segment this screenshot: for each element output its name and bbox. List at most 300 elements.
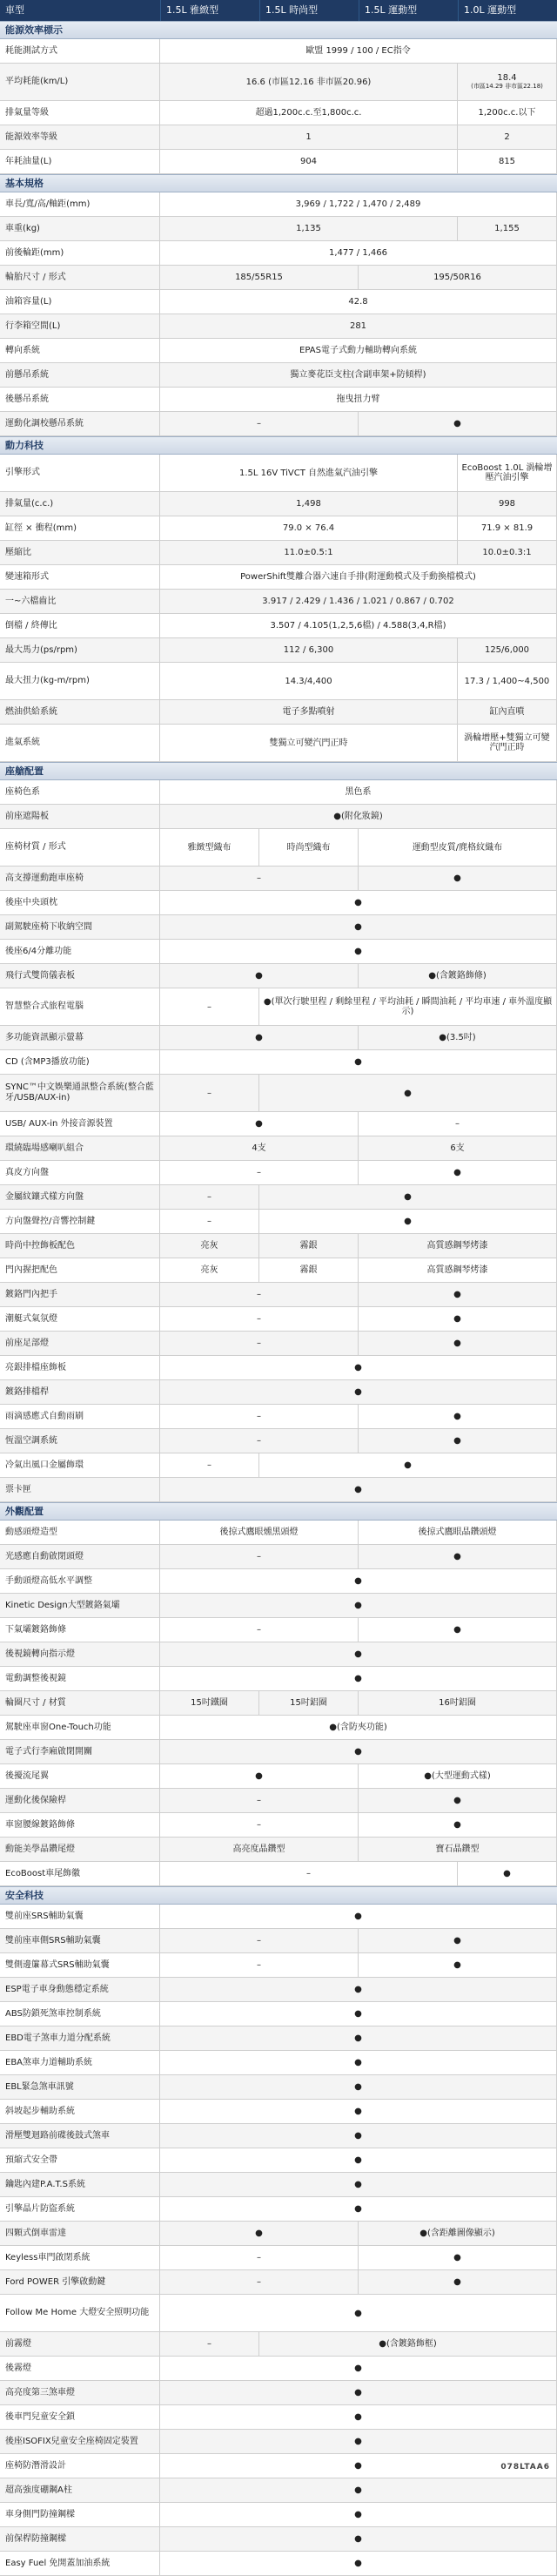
row-label: 後懸吊系統	[0, 388, 160, 411]
row-label: 動能美學晶鑽尾燈	[0, 1838, 160, 1861]
spec-cell: ●	[160, 1569, 557, 1593]
row-label: 平均耗能(km/L)	[0, 64, 160, 100]
table-row	[0, 1332, 557, 1356]
section-header: 動力科技	[0, 436, 557, 455]
spec-cell: ●	[160, 2075, 557, 2099]
spec-cell: 79.0 × 76.4	[160, 516, 458, 540]
spec-cell: ●(大型運動式樣)	[359, 1764, 557, 1788]
table-row	[0, 1929, 557, 1953]
row-label: 雙前座車側SRS輔助氣囊	[0, 1929, 160, 1952]
table-row	[0, 2148, 557, 2173]
table-row	[0, 1283, 557, 1307]
spec-cell: –	[160, 1161, 359, 1184]
spec-cell: –	[160, 1618, 359, 1642]
spec-cell: 超過1,200c.c.至1,800c.c.	[160, 101, 458, 125]
table-row	[0, 1234, 557, 1258]
section-header: 基本規格	[0, 174, 557, 192]
spec-cell: ●	[359, 1929, 557, 1952]
spec-cell: ●	[160, 1764, 359, 1788]
row-label: 燃油供給系統	[0, 700, 160, 724]
table-row	[0, 2381, 557, 2405]
row-label: 耗能測試方式	[0, 39, 160, 63]
section-rows	[0, 39, 557, 174]
row-label: 排氣量(c.c.)	[0, 492, 160, 516]
row-label: 能源效率等級	[0, 125, 160, 149]
table-row	[0, 2100, 557, 2124]
row-label: 車窗腰線鍍鉻飾條	[0, 1813, 160, 1837]
table-row	[0, 1075, 557, 1112]
row-label: 門內握把配色	[0, 1258, 160, 1282]
section-header: 外觀配置	[0, 1502, 557, 1521]
spec-cell: –	[160, 1953, 359, 1977]
table-row	[0, 1618, 557, 1642]
table-row	[0, 314, 557, 339]
section-header: 座艙配置	[0, 762, 557, 780]
table-row	[0, 1210, 557, 1234]
spec-cell: 霧銀	[259, 1258, 359, 1282]
spec-cell: 3,969 / 1,722 / 1,470 / 2,489	[160, 192, 557, 216]
row-label: 年耗油量(L)	[0, 150, 160, 173]
row-label: 方向盤聲控/音響控制鍵	[0, 1210, 160, 1233]
table-row	[0, 964, 557, 988]
row-label: 前懸吊系統	[0, 363, 160, 387]
row-label: 金屬紋鑲式樣方向盤	[0, 1185, 160, 1209]
spec-cell: 缸內直噴	[458, 700, 557, 724]
row-label: Easy Fuel 免開蓋加油系統	[0, 2552, 160, 2575]
table-row	[0, 241, 557, 266]
spec-cell: 10.0±0.3:1	[458, 541, 557, 564]
spec-cell: –	[160, 1453, 259, 1477]
spec-cell	[458, 64, 557, 100]
row-label: 多功能資訊顯示螢幕	[0, 1026, 160, 1049]
table-row	[0, 2405, 557, 2430]
row-label: EcoBoost車尾飾徽	[0, 1862, 160, 1885]
spec-cell: ●(含鍍鉻飾條)	[359, 964, 557, 988]
table-row	[0, 565, 557, 590]
spec-cell: ●	[160, 2430, 557, 2453]
spec-cell: ●	[160, 2381, 557, 2404]
row-label: 座椅色系	[0, 780, 160, 804]
spec-cell: ●	[160, 2173, 557, 2196]
spec-cell: ●	[259, 1075, 557, 1111]
spec-cell: ●	[160, 2527, 557, 2551]
spec-cell: ●	[160, 1642, 557, 1666]
spec-cell: ●	[160, 2295, 557, 2331]
row-label: 前座遮陽板	[0, 805, 160, 828]
spec-cell: –	[160, 1210, 259, 1233]
header-cell-model: 車型	[0, 0, 160, 21]
table-row	[0, 1740, 557, 1764]
spec-cell: 2	[458, 125, 557, 149]
spec-cell: ●	[160, 2503, 557, 2526]
spec-cell: ●	[160, 2222, 359, 2245]
table-row	[0, 1716, 557, 1740]
table-row	[0, 1667, 557, 1691]
row-label: 副駕駛座椅下收納空間	[0, 915, 160, 939]
spec-cell: 亮灰	[160, 1234, 259, 1258]
row-label: Kinetic Design大型鍍鉻氣壩	[0, 1594, 160, 1617]
table-row	[0, 2173, 557, 2197]
spec-cell: –	[359, 1112, 557, 1136]
row-label: 電子式行李廂啟閉開關	[0, 1740, 160, 1763]
table-row	[0, 101, 557, 125]
table-row	[0, 780, 557, 805]
spec-cell: 281	[160, 314, 557, 338]
table-row	[0, 2002, 557, 2026]
spec-cell: 15吋鋁圈	[259, 1691, 359, 1715]
spec-cell: –	[160, 412, 359, 435]
table-row	[0, 1978, 557, 2002]
spec-cell: 112 / 6,300	[160, 638, 458, 662]
row-label: 一~六檔齒比	[0, 590, 160, 613]
spec-cell: 1,477 / 1,466	[160, 241, 557, 265]
table-row	[0, 2051, 557, 2075]
row-label: 動感頭燈造型	[0, 1521, 160, 1544]
spec-cell: ●	[359, 1813, 557, 1837]
table-row	[0, 1380, 557, 1405]
row-label: 環繞臨場感喇叭組合	[0, 1136, 160, 1160]
spec-cell: ●	[160, 940, 557, 963]
row-label: 進氣系統	[0, 725, 160, 761]
row-label: 電動調整後視鏡	[0, 1667, 160, 1690]
row-label: 真皮方向盤	[0, 1161, 160, 1184]
spec-cell: 雙獨立可變汽門正時	[160, 725, 458, 761]
table-row	[0, 1569, 557, 1594]
spec-cell: 1,135	[160, 217, 458, 240]
spec-cell: ●	[160, 1380, 557, 1404]
spec-cell: ●	[160, 891, 557, 914]
spec-cell: 185/55R15	[160, 266, 359, 289]
row-label: EBA煞車力道輔助系統	[0, 2051, 160, 2074]
header-cell-1-5l-fashion: 1.5L 時尚型	[259, 0, 359, 21]
row-label: 下氣壩鍍鉻飾條	[0, 1618, 160, 1642]
spec-cell: –	[160, 1283, 359, 1306]
table-row	[0, 1112, 557, 1136]
table-row	[0, 2124, 557, 2148]
table-row	[0, 1185, 557, 1210]
row-label: 行李箱空間(L)	[0, 314, 160, 338]
spec-cell: ●	[160, 1905, 557, 1928]
table-body	[0, 21, 557, 2576]
row-label: 超高強度硼鋼A柱	[0, 2478, 160, 2502]
spec-cell: ●	[160, 2051, 557, 2074]
table-row	[0, 412, 557, 436]
spec-cell: –	[160, 1185, 259, 1209]
row-label: 鍍鉻門內把手	[0, 1283, 160, 1306]
spec-cell: ●	[359, 2270, 557, 2294]
section-header: 安全科技	[0, 1886, 557, 1905]
spec-cell: 6支	[359, 1136, 557, 1160]
row-label: 前霧燈	[0, 2332, 160, 2356]
spec-cell: 後掠式鷹眼晶鑽頭燈	[359, 1521, 557, 1544]
spec-cell: ●(含防夾功能)	[160, 1716, 557, 1739]
row-label: 轉向系統	[0, 339, 160, 362]
row-label: ABS防鎖死煞車控制系統	[0, 2002, 160, 2026]
spec-cell: ●	[160, 2197, 557, 2221]
spec-cell: ●(單次行駛里程 / 剩餘里程 / 平均油耗 / 瞬間油耗 / 平均車速 / 車外溫度顯示)	[259, 988, 557, 1025]
table-row	[0, 891, 557, 915]
spec-cell: 高質感鋼琴烤漆	[359, 1234, 557, 1258]
row-label: Ford POWER 引擎啟動鍵	[0, 2270, 160, 2294]
spec-cell: ●	[359, 412, 557, 435]
table-row	[0, 2246, 557, 2270]
spec-cell: 高亮度晶鑽型	[160, 1838, 359, 1861]
table-row	[0, 1642, 557, 1667]
table-row	[0, 1161, 557, 1185]
row-label: 前保桿防撞鋼樑	[0, 2527, 160, 2551]
spec-cell: ●	[359, 1545, 557, 1568]
table-row	[0, 2332, 557, 2357]
spec-cell: ●	[160, 1667, 557, 1690]
spec-cell: 125/6,000	[458, 638, 557, 662]
row-label: 後霧燈	[0, 2357, 160, 2380]
table-row	[0, 1838, 557, 1862]
table-row	[0, 541, 557, 565]
table-row	[0, 1429, 557, 1453]
table-row	[0, 1258, 557, 1283]
spec-cell: ●	[259, 1210, 557, 1233]
spec-cell: ●(3.5吋)	[359, 1026, 557, 1049]
spec-cell: ●	[359, 1405, 557, 1428]
row-label: 滑壓雙迴路前碟後鼓式煞車	[0, 2124, 160, 2148]
table-row	[0, 388, 557, 412]
table-row	[0, 1905, 557, 1929]
spec-cell: ●	[160, 1978, 557, 2001]
table-row	[0, 516, 557, 541]
spec-cell: –	[160, 1545, 359, 1568]
row-label: 預縮式安全帶	[0, 2148, 160, 2172]
spec-cell: 16吋鋁圈	[359, 1691, 557, 1715]
row-label: 座椅防潛滑設計	[0, 2454, 160, 2478]
spec-cell: 16.6 (市區12.16 非市區20.96)	[160, 64, 458, 100]
row-label: 座椅材質 / 形式	[0, 829, 160, 866]
spec-cell: ●	[160, 2478, 557, 2502]
row-label: 四顆式倒車雷達	[0, 2222, 160, 2245]
spec-cell: 71.9 × 81.9	[458, 516, 557, 540]
row-label: 後車門兒童安全鎖	[0, 2405, 160, 2429]
spec-cell: ●	[359, 1618, 557, 1642]
row-label: 鑰匙內建P.A.T.S系統	[0, 2173, 160, 2196]
row-label: 手動頭燈高低水平調整	[0, 1569, 160, 1593]
spec-cell: ●	[160, 1026, 359, 1049]
row-label: 後視鏡轉向指示燈	[0, 1642, 160, 1666]
spec-cell: 獨立麥花臣支柱(含副車架+防傾桿)	[160, 363, 557, 387]
table-row	[0, 2430, 557, 2454]
spec-cell: 1,200c.c.以下	[458, 101, 557, 125]
spec-cell: 904	[160, 150, 458, 173]
table-row	[0, 125, 557, 150]
spec-cell: 寶石晶鑽型	[359, 1838, 557, 1861]
table-row	[0, 492, 557, 516]
table-row	[0, 614, 557, 638]
row-label: 車身側門防撞鋼樑	[0, 2503, 160, 2526]
spec-cell: 815	[458, 150, 557, 173]
spec-cell: –	[160, 1429, 359, 1453]
row-label: 變速箱形式	[0, 565, 160, 589]
section-header: 能源效率標示	[0, 21, 557, 39]
table-row	[0, 2527, 557, 2552]
spec-cell: EcoBoost 1.0L 渦輪增壓汽油引擎	[458, 455, 557, 491]
spec-cell: ●	[160, 915, 557, 939]
row-label: 倒檔 / 終傳比	[0, 614, 160, 637]
table-row	[0, 1813, 557, 1838]
spec-cell: –	[160, 1862, 458, 1885]
spec-cell: ●	[359, 867, 557, 890]
spec-cell: ●	[160, 2454, 557, 2478]
spec-cell: 歐盟 1999 / 100 / EC指令	[160, 39, 557, 63]
spec-cell: –	[160, 1405, 359, 1428]
spec-cell: 1,155	[458, 217, 557, 240]
spec-cell: 998	[458, 492, 557, 516]
spec-cell: 11.0±0.5:1	[160, 541, 458, 564]
row-label: 輪圈尺寸 / 材質	[0, 1691, 160, 1715]
row-label: CD (含MP3播放功能)	[0, 1050, 160, 1074]
row-label: 亮銀排檔座飾板	[0, 1356, 160, 1379]
row-label: 前後輪距(mm)	[0, 241, 160, 265]
header-cell-1-0l-sport: 1.0L 運動型	[458, 0, 557, 21]
spec-cell: 15吋鐵圈	[160, 1691, 259, 1715]
spec-cell: 1.5L 16V TiVCT 自然進氣汽油引擎	[160, 455, 458, 491]
row-label: 壓縮比	[0, 541, 160, 564]
spec-cell: ●	[160, 2552, 557, 2575]
table-row	[0, 867, 557, 891]
spec-cell: ●	[160, 1112, 359, 1136]
row-label: 光感應自動啟閉頭燈	[0, 1545, 160, 1568]
table-row	[0, 39, 557, 64]
spec-cell: ●	[359, 1429, 557, 1453]
spec-cell: –	[160, 2270, 359, 2294]
spec-cell: 4支	[160, 1136, 359, 1160]
spec-cell: 14.3/4,400	[160, 663, 458, 699]
spec-cell: 3.507 / 4.105(1,2,5,6檔) / 4.588(3,4,R檔)	[160, 614, 557, 637]
spec-cell: 霧銀	[259, 1234, 359, 1258]
table-row	[0, 663, 557, 700]
table-row	[0, 1953, 557, 1978]
row-label: 冷氣出風口金屬飾環	[0, 1453, 160, 1477]
section-rows	[0, 1905, 557, 2576]
row-label: 油箱容量(L)	[0, 290, 160, 314]
spec-cell: 黑色系	[160, 780, 557, 804]
table-row	[0, 1521, 557, 1545]
spec-cell: 雅緻型織布	[160, 829, 259, 866]
spec-cell: ●(含距離圖像顯示)	[359, 2222, 557, 2245]
table-row	[0, 2478, 557, 2503]
spec-cell: ●	[259, 1185, 557, 1209]
row-label: 高支撐運動跑車座椅	[0, 867, 160, 890]
spec-cell: 42.8	[160, 290, 557, 314]
row-label: ESP電子車身動態穩定系統	[0, 1978, 160, 2001]
row-label: 後座6/4分離功能	[0, 940, 160, 963]
spec-cell: ●	[160, 2100, 557, 2123]
spec-cell: ●	[160, 1740, 557, 1763]
row-label: 運動化調校懸吊系統	[0, 412, 160, 435]
table-row	[0, 1789, 557, 1813]
row-label: 缸徑 × 衝程(mm)	[0, 516, 160, 540]
table-row	[0, 1691, 557, 1716]
spec-cell: ●	[458, 1862, 557, 1885]
row-label: 鍍鉻排檔桿	[0, 1380, 160, 1404]
table-row	[0, 2295, 557, 2332]
row-label: 雙側邊簾幕式SRS輔助氣囊	[0, 1953, 160, 1977]
spec-cell: –	[160, 1813, 359, 1837]
table-row	[0, 1136, 557, 1161]
spec-cell: –	[160, 1789, 359, 1812]
table-row	[0, 829, 557, 867]
table-row	[0, 339, 557, 363]
table-row	[0, 915, 557, 940]
row-label: 後座ISOFIX兒童安全座椅固定裝置	[0, 2430, 160, 2453]
table-row	[0, 2270, 557, 2295]
spec-cell: 195/50R16	[359, 266, 557, 289]
spec-cell: –	[160, 2246, 359, 2269]
spec-cell: –	[160, 1332, 359, 1355]
table-row	[0, 2222, 557, 2246]
table-row	[0, 363, 557, 388]
spec-cell: ●	[359, 1161, 557, 1184]
spec-cell: ●	[259, 1453, 557, 1477]
spec-cell: ●	[359, 2246, 557, 2269]
table-row	[0, 1356, 557, 1380]
table-row	[0, 1307, 557, 1332]
spec-cell: –	[160, 1307, 359, 1331]
table-row	[0, 2454, 557, 2478]
spec-cell: 電子多點噴射	[160, 700, 458, 724]
row-label: 智慧整合式旅程電腦	[0, 988, 160, 1025]
spec-cell: PowerShift雙離合器六速自手排(附運動模式及手動換檔模式)	[160, 565, 557, 589]
table-row	[0, 988, 557, 1026]
row-label: SYNC™中文娛樂通訊整合系統(整合藍牙/USB/AUX-in)	[0, 1075, 160, 1111]
row-label: 引擎晶片防盜系統	[0, 2197, 160, 2221]
spec-cell: 渦輪增壓+雙獨立可變汽門正時	[458, 725, 557, 761]
table-row	[0, 2503, 557, 2527]
spec-cell: ●	[160, 2124, 557, 2148]
table-row	[0, 1478, 557, 1502]
row-label: Follow Me Home 大燈安全照明功能	[0, 2295, 160, 2331]
spec-cell: 1	[160, 125, 458, 149]
table-row	[0, 1862, 557, 1886]
table-row	[0, 217, 557, 241]
row-label: 駕駛座車窗One-Touch功能	[0, 1716, 160, 1739]
section-rows	[0, 1521, 557, 1886]
row-label: Keyless車門啟閉系統	[0, 2246, 160, 2269]
row-label: 運動化後保險桿	[0, 1789, 160, 1812]
table-row	[0, 64, 557, 101]
spec-cell: ●	[160, 2002, 557, 2026]
spec-cell: 運動型皮質/麂格紋織布	[359, 829, 557, 866]
table-row	[0, 2197, 557, 2222]
spec-cell: ●	[160, 1478, 557, 1501]
table-row	[0, 290, 557, 314]
row-label: 飛行式雙筒儀表板	[0, 964, 160, 988]
spec-cell: 3.917 / 2.429 / 1.436 / 1.021 / 0.867 / 0.702	[160, 590, 557, 613]
table-header	[0, 0, 557, 21]
row-label: 恆溫空調系統	[0, 1429, 160, 1453]
row-label: USB/ AUX-in 外接音源裝置	[0, 1112, 160, 1136]
spec-cell: ●(含鍍鉻飾框)	[259, 2332, 557, 2356]
spec-cell: ●	[359, 1283, 557, 1306]
row-label: EBL緊急煞車訊號	[0, 2075, 160, 2099]
spec-cell: –	[160, 1929, 359, 1952]
table-row	[0, 2075, 557, 2100]
spec-cell: ●	[359, 1332, 557, 1355]
spec-cell: 亮灰	[160, 1258, 259, 1282]
table-row	[0, 590, 557, 614]
row-label: 雙前座SRS輔助氣囊	[0, 1905, 160, 1928]
header-cell-1-5l-sport: 1.5L 運動型	[359, 0, 458, 21]
spec-cell: ●	[160, 1594, 557, 1617]
spec-cell: ●	[359, 1307, 557, 1331]
row-label: 時尚中控飾板配色	[0, 1234, 160, 1258]
